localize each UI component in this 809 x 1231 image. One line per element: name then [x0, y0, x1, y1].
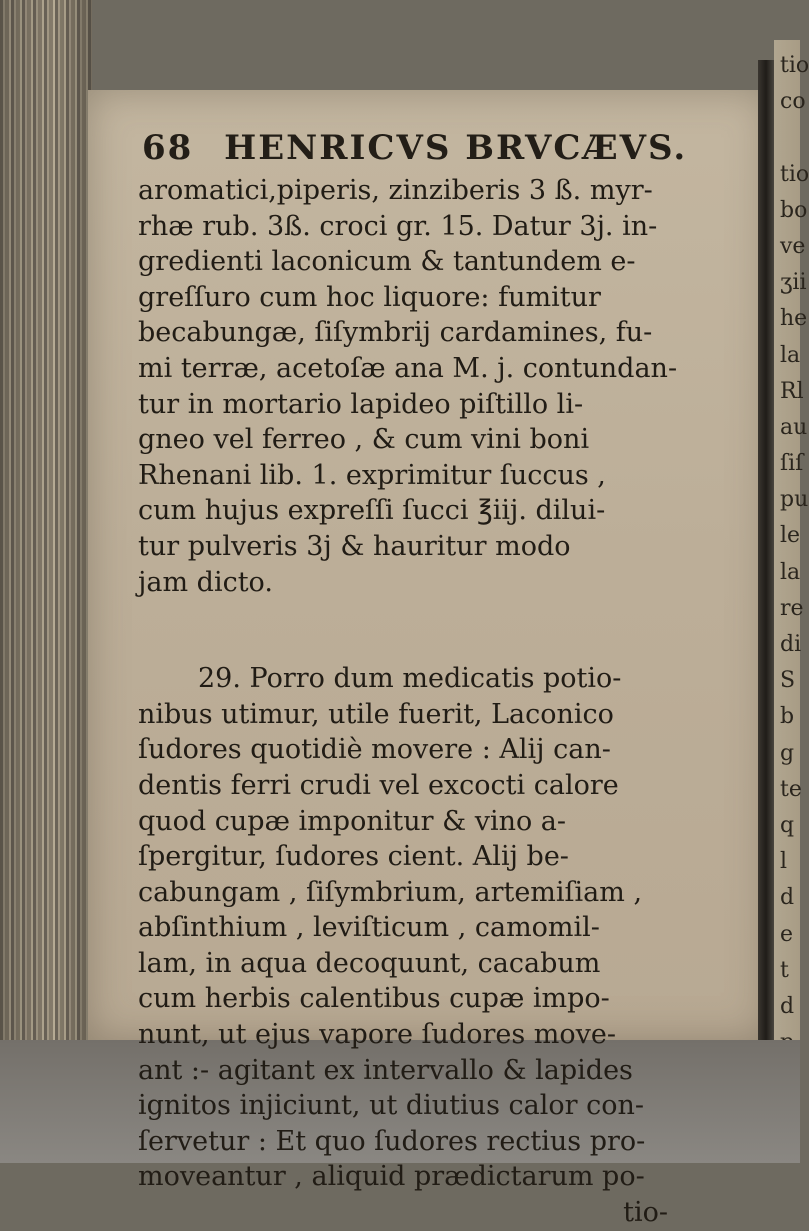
text-line: ant :- agitant ex intervallo & lapides: [138, 1054, 633, 1086]
text-line: lam, in aqua decoquunt, cacabum: [138, 947, 601, 979]
text-line: ſervetur : Et quo ſudores rectius pro-: [138, 1125, 646, 1157]
text-line: ſpergitur, ſudores cient. Alij be-: [138, 841, 569, 873]
facing-page-fragment: d: [780, 993, 795, 1019]
facing-page-fragment: [780, 120, 800, 156]
text-line: tur pulveris 3j & hauritur modo: [138, 530, 571, 562]
facing-page-fragment: b: [780, 704, 795, 730]
page-number: 68: [142, 128, 194, 168]
text-line: greſſuro cum hoc liquore: fumitur: [138, 281, 601, 313]
book-gutter: [758, 60, 774, 1070]
facing-page-fragment: au: [780, 414, 808, 440]
facing-page-fragment: le: [780, 523, 801, 549]
text-line: 29. Porro dum medicatis potio-: [198, 663, 622, 695]
facing-page-fragment: ve: [780, 233, 806, 259]
text-line: becabungæ, ſiſymbrij cardamines, fu-: [138, 317, 653, 349]
facing-page-fragment: q: [780, 812, 795, 838]
facing-page-fragment: la: [780, 559, 801, 585]
facing-page-fragments: [774, 40, 809, 1061]
facing-page-fragment: l: [780, 849, 788, 875]
facing-page-fragment: e: [780, 921, 794, 947]
paragraph-1: [138, 173, 738, 600]
facing-page-fragment: t: [780, 957, 789, 983]
facing-page-fragment: Rl: [780, 378, 804, 404]
text-line: cabungam , ſiſymbrium, artemiſiam ,: [138, 876, 643, 908]
body-text: [138, 173, 738, 1231]
text-line: cum hujus expreſſi ſucci ℥iij. dilui-: [138, 495, 606, 527]
text-line: moveantur , aliquid prædictarum po-: [138, 1161, 645, 1193]
catchword: tio-: [623, 1197, 668, 1229]
facing-page-fragment: pu: [780, 487, 809, 513]
text-line: cum herbis calentibus cupæ impo-: [138, 983, 610, 1015]
facing-page-fragment: d: [780, 885, 795, 911]
text-line: quod cupæ imponitur & vino a-: [138, 805, 567, 837]
text-line: ſudores quotidiè movere : Alij can-: [138, 734, 611, 766]
book-edge: [0, 0, 92, 1163]
facing-page-fragment: co: [780, 89, 806, 115]
text-line: aromatici,piperis, zinziberis 3 ß. myr-: [138, 175, 653, 206]
facing-page-fragment: tio: [780, 161, 809, 187]
paragraph-2: [138, 661, 738, 1195]
facing-page-fragment: g: [780, 740, 795, 766]
text-line: Rhenani lib. 1. exprimitur ſuccus ,: [138, 459, 606, 491]
facing-page-fragment: re: [780, 595, 804, 621]
text-line: jam dicto.: [138, 566, 273, 598]
facing-page-fragment: ʒii: [780, 270, 807, 296]
facing-page-fragment: la: [780, 342, 801, 368]
facing-page-fragment: tio: [780, 53, 809, 78]
facing-page-fragment: bo: [780, 197, 808, 223]
text-line: abſinthium , leviſticum , camomil-: [138, 912, 600, 944]
text-line: gredienti laconicum & tantundem e-: [138, 246, 636, 278]
running-header: [142, 128, 687, 168]
text-line: ignitos injiciunt, ut diutius calor con-: [138, 1090, 644, 1122]
facing-page: [774, 40, 809, 1090]
text-line: dentis ferri crudi vel excocti calore: [138, 769, 619, 801]
facing-page-fragment: S: [780, 668, 796, 694]
text-line: gneo vel ferreo , & cum vini boni: [138, 424, 590, 456]
facing-page-fragment: ſiſ: [780, 451, 804, 477]
facing-page-fragment: he: [780, 306, 808, 332]
text-line: nibus utimur, utile fuerit, Laconico: [138, 698, 614, 730]
text-line: rhæ rub. 3ß. croci gr. 15. Datur 3j. in-: [138, 210, 658, 242]
text-line: tur in mortario lapideo piſtillo li-: [138, 388, 584, 420]
facing-page-fragment: di: [780, 632, 802, 657]
running-title: HENRICVS BRVCÆVS.: [224, 128, 688, 168]
facing-page-fragment: te: [780, 776, 802, 802]
text-line: nunt, ut ejus vapore ſudores move-: [138, 1019, 616, 1051]
text-line: mi terræ, acetoſæ ana M. j. contundan-: [138, 352, 678, 384]
